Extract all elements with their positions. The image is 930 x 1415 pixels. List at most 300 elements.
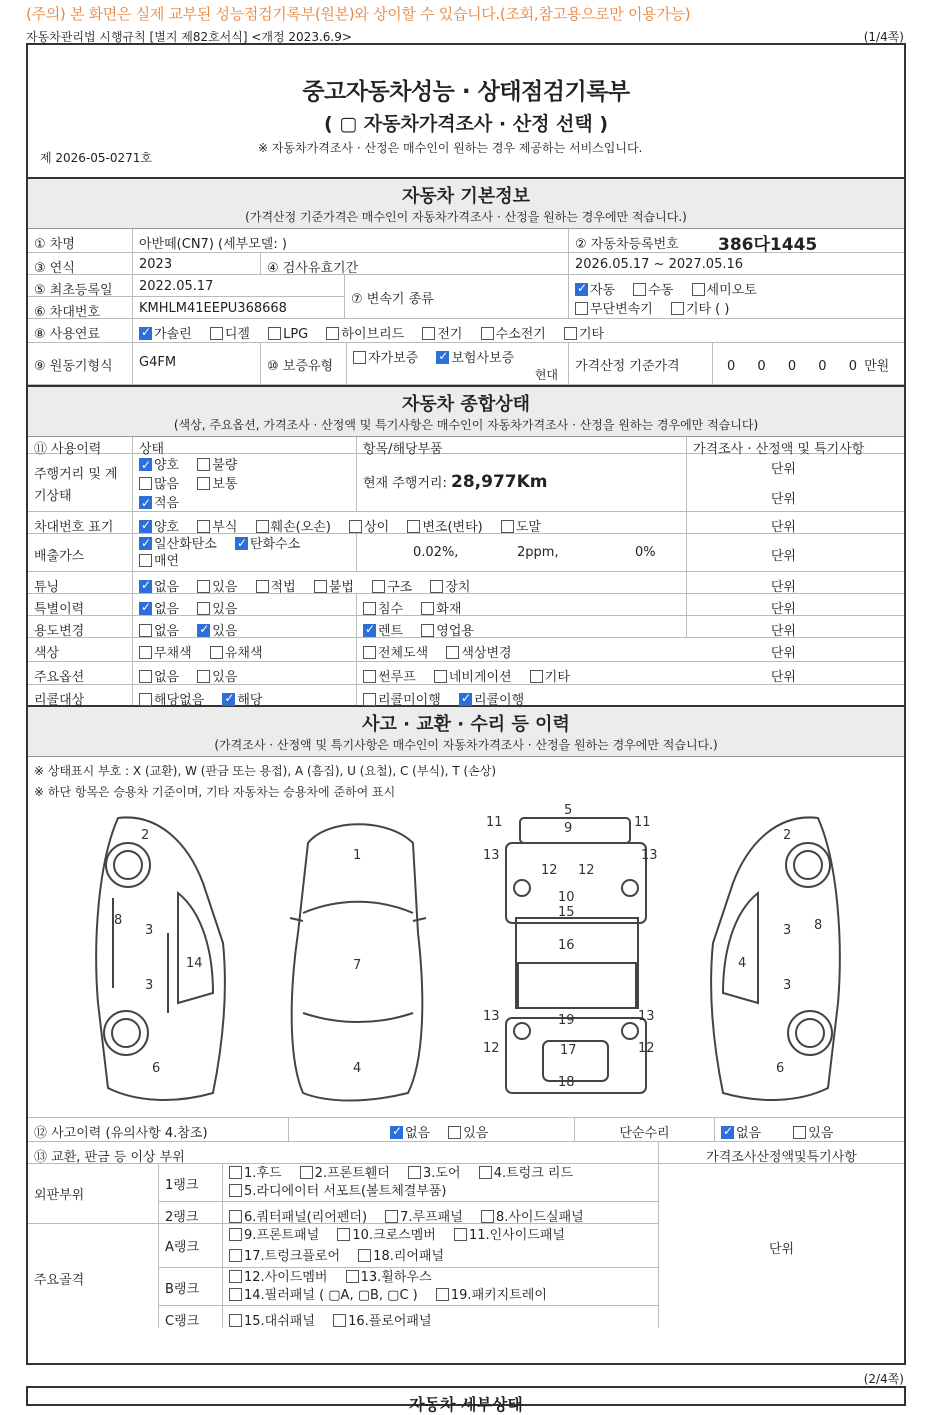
emission-hc-value: 2ppm, [517, 545, 559, 560]
checkbox[interactable] [481, 327, 494, 340]
color-full-paint[interactable] [363, 646, 428, 661]
special-flood[interactable] [363, 602, 403, 617]
notice-text: (주의) 본 화면은 실제 교부된 성능점검기록부(원본)와 상이할 수 있습니다.(조회,참고용으로만 이용가능) [26, 5, 691, 23]
exchange-label: ⑬ 교환, 판금 등 이상 부위 [34, 1150, 185, 1165]
opt-label: 있음 [212, 602, 238, 617]
law-reference: 자동차관리법 시행규칙 [별지 제82호서식] <개정 2023.6.9> [26, 30, 352, 44]
emission-smoke[interactable] [139, 554, 179, 569]
mileage-value: 28,977Km [451, 472, 548, 492]
document-number: 제 2026-05-0271호 [40, 151, 153, 165]
checkbox[interactable] [139, 646, 152, 659]
checkbox[interactable] [692, 283, 705, 296]
vin-label: ⑥ 차대번호 [34, 305, 101, 320]
opt-label: 있음 [463, 1126, 489, 1141]
checkbox[interactable] [268, 327, 281, 340]
inspect-label: ④ 검사유효기간 [260, 253, 568, 274]
part-label: 9 [564, 821, 573, 836]
checkbox[interactable] [721, 1126, 734, 1139]
part-label: 11 [486, 815, 503, 830]
mileage-options [132, 454, 356, 511]
accident-none[interactable] [390, 1126, 430, 1141]
part-label: 2 [783, 828, 792, 843]
recall-done[interactable] [459, 693, 524, 708]
special-yes[interactable] [197, 602, 237, 617]
option-sunroof[interactable] [363, 670, 416, 685]
fuel-gasoline[interactable] [139, 327, 192, 342]
fuel-electric[interactable] [422, 327, 462, 342]
checkbox[interactable] [229, 1210, 242, 1223]
rank1-label: 1랭크 [158, 1164, 222, 1202]
checkbox[interactable] [256, 520, 269, 533]
accident-options [384, 1118, 574, 1141]
car-name-value: 아반떼(CN7) (세부모델: ) [132, 229, 568, 252]
opt-label: 구조 [387, 580, 413, 595]
checkbox[interactable] [436, 351, 449, 364]
part-label: 3 [145, 923, 154, 938]
part-side-sill[interactable] [481, 1210, 584, 1225]
checkbox[interactable] [197, 580, 210, 593]
row-special [28, 594, 904, 616]
checkbox[interactable] [229, 1249, 242, 1262]
opt-label: 전체도색 [378, 646, 429, 661]
opt-label: 색상변경 [461, 646, 512, 661]
usage-none[interactable] [139, 624, 179, 639]
checkbox[interactable] [210, 646, 223, 659]
checkbox[interactable] [349, 520, 362, 533]
checkbox[interactable] [407, 520, 420, 533]
emission-co[interactable] [139, 537, 217, 552]
opt-label: 보통 [212, 477, 238, 492]
rankB-items [222, 1268, 658, 1306]
checkbox[interactable] [256, 580, 269, 593]
checkbox[interactable] [501, 520, 514, 533]
status-header [28, 385, 904, 437]
vin-altered[interactable] [407, 520, 482, 535]
checkbox[interactable] [139, 477, 152, 490]
option-label: 주요옵션 [34, 670, 85, 685]
part-dash-panel[interactable] [229, 1314, 315, 1329]
pillar-abc[interactable]: ( ▢A, ▢B, ▢C ) [319, 1288, 418, 1303]
color-chromatic[interactable] [210, 646, 263, 661]
checkbox[interactable] [430, 580, 443, 593]
checkbox[interactable] [459, 693, 472, 706]
checkbox[interactable] [363, 624, 376, 637]
part-label: 3 [783, 923, 792, 938]
mileage-label-2: 기상태 [34, 489, 72, 504]
tuning-legal[interactable] [256, 580, 296, 595]
tuning-structure[interactable] [372, 580, 412, 595]
checkbox[interactable] [363, 693, 376, 706]
fuel-etc[interactable] [564, 327, 604, 342]
part-label: 19 [558, 1013, 575, 1028]
special-options [132, 594, 356, 615]
checkbox[interactable] [139, 693, 152, 706]
trans-cvt[interactable] [575, 302, 653, 317]
part-label: 6 [152, 1061, 161, 1076]
engine-value: G4FM [132, 343, 260, 384]
opt-label: 화재 [436, 602, 462, 617]
tuning-options [132, 572, 686, 593]
part-trunk-lid[interactable] [479, 1166, 573, 1181]
opt-label: 5.라디에이터 서포트(볼트체결부품) [244, 1184, 447, 1199]
price-select-title[interactable]: ( ▢ 자동차가격조사 · 산정 선택 ) [323, 113, 609, 135]
trans-label: ⑦ 변속기 종류 [344, 275, 568, 318]
part-side-member[interactable] [229, 1270, 327, 1285]
option-yes[interactable] [197, 670, 237, 685]
usage-yes[interactable] [197, 624, 237, 639]
accident-yes[interactable] [448, 1126, 488, 1141]
part-inside-panel[interactable] [454, 1228, 565, 1243]
checkbox[interactable] [326, 327, 339, 340]
recall-options [132, 685, 356, 708]
checkbox[interactable] [390, 1126, 403, 1139]
checkbox[interactable] [346, 1270, 359, 1283]
opt-label: 17.트렁크플로어 [244, 1249, 341, 1264]
first-reg-value: 2022.05.17 [132, 275, 344, 297]
checkbox[interactable] [363, 670, 376, 683]
checkbox[interactable] [421, 624, 434, 637]
mileage-label-1: 주행거리 및 계 [34, 467, 118, 482]
part-door[interactable] [408, 1166, 461, 1181]
checkbox[interactable] [385, 1210, 398, 1223]
warranty-sub: 현대 [534, 368, 558, 382]
fuel-lpg[interactable] [268, 327, 308, 342]
simple-repair-options [714, 1118, 839, 1141]
checkbox[interactable] [353, 351, 366, 364]
tuning-device[interactable] [430, 580, 470, 595]
vin-good[interactable] [139, 520, 179, 535]
checkbox[interactable] [421, 602, 434, 615]
checkbox[interactable] [422, 327, 435, 340]
option-navigation[interactable] [434, 670, 512, 685]
opt-label: 자동 [590, 283, 616, 298]
part-trunk-floor[interactable] [229, 1249, 340, 1264]
opt-label: 4.트렁크 리드 [493, 1166, 574, 1181]
opt-label: 있음 [212, 580, 238, 595]
fuel-hybrid[interactable] [326, 327, 404, 342]
mileage-label [28, 454, 132, 511]
rank1-items [222, 1164, 658, 1202]
opt-label: 기타 ( ) [685, 302, 730, 317]
checkbox[interactable] [479, 1166, 492, 1179]
mileage-good[interactable] [139, 458, 179, 473]
trans-options [568, 275, 906, 318]
checkbox[interactable] [235, 537, 248, 550]
tuning-yes[interactable] [197, 580, 237, 595]
mileage-text: 현재 주행거리: [363, 476, 447, 491]
checkbox[interactable] [408, 1166, 421, 1179]
exchange-right-label: 가격조사산정액및특기사항 [658, 1142, 904, 1163]
opt-label: 자가보증 [368, 351, 419, 366]
fuel-label: ⑧ 사용연료 [34, 327, 101, 342]
simple-none[interactable] [721, 1126, 761, 1141]
opt-label: 변조(변타) [422, 520, 483, 535]
option-none[interactable] [139, 670, 179, 685]
row-first-reg [28, 275, 904, 319]
checkbox[interactable] [197, 458, 210, 471]
inspect-value: 2026.05.17 ~ 2027.05.16 [568, 253, 749, 274]
opt-label: 영업용 [436, 624, 474, 639]
checkbox[interactable] [229, 1228, 242, 1241]
opt-label: 리콜이행 [473, 693, 525, 708]
part-fender[interactable] [300, 1166, 390, 1181]
vin-painted[interactable] [501, 520, 541, 535]
part-label: 4 [738, 956, 747, 971]
row-exchange-header [28, 1142, 904, 1164]
checkbox[interactable] [564, 327, 577, 340]
part-wheel-house[interactable] [346, 1270, 432, 1285]
usage-options [132, 616, 356, 637]
status-title: 자동차 종합상태 [402, 394, 530, 415]
simple-yes[interactable] [793, 1126, 833, 1141]
car-name-label: ① 차명 [34, 237, 75, 252]
part-label: 18 [558, 1075, 575, 1090]
checkbox[interactable] [633, 283, 646, 296]
checkbox[interactable] [793, 1126, 806, 1139]
legend-text: ※ 상태표시 부호 : X (교환), W (판금 또는 용접), A (흠집), U (요철), C (부식), T (손상) [34, 764, 497, 778]
opt-label: 상이 [364, 520, 390, 535]
checkbox[interactable] [139, 554, 152, 567]
checkbox[interactable] [337, 1228, 350, 1241]
unit-cell: 단위 [686, 534, 906, 571]
row-fuel [28, 319, 904, 343]
part-floor-panel[interactable] [333, 1314, 431, 1329]
checkbox[interactable] [314, 580, 327, 593]
checkbox[interactable] [358, 1249, 371, 1262]
opt-label: 탄화수소 [249, 537, 301, 552]
vin-value: KMHLM41EEPU368668 [132, 297, 344, 319]
mileage-normal[interactable] [197, 477, 237, 492]
checkbox[interactable] [372, 580, 385, 593]
part-quarter[interactable] [229, 1210, 367, 1225]
fuel-hydrogen[interactable] [481, 327, 546, 342]
part-package-tray[interactable] [436, 1288, 547, 1303]
part-label: 12 [541, 863, 558, 878]
part-rear-panel[interactable] [358, 1249, 444, 1264]
opt-label: 유채색 [224, 646, 263, 661]
part-label: 16 [558, 938, 575, 953]
part-label: 2 [141, 828, 150, 843]
checkbox[interactable] [434, 670, 447, 683]
opt-label: 8.사이드실패널 [495, 1210, 584, 1225]
checkbox[interactable] [139, 670, 152, 683]
emission-co-value: 0.02%, [413, 545, 459, 560]
opt-label: 14.필러패널 [244, 1288, 315, 1303]
frame-label: 주요골격 [34, 1273, 85, 1288]
opt-label: 18.리어패널 [373, 1249, 445, 1264]
checkbox[interactable] [222, 693, 235, 706]
reg-no-label: ② 자동차등록번호 [568, 229, 714, 252]
opt-label: 3.도어 [423, 1166, 461, 1181]
part-hood[interactable] [229, 1166, 282, 1181]
recall-not-done[interactable] [363, 693, 441, 708]
row-mileage [28, 454, 904, 512]
color-achromatic[interactable] [139, 646, 192, 661]
checkbox[interactable] [139, 537, 152, 550]
rankA-label: A랭크 [158, 1224, 222, 1268]
usage-business[interactable] [421, 624, 474, 639]
recall-none[interactable] [139, 693, 204, 708]
special-items [356, 594, 686, 615]
part-front-panel[interactable] [229, 1228, 319, 1243]
checkbox[interactable] [139, 496, 152, 509]
checkbox[interactable] [229, 1288, 242, 1301]
price-value [712, 343, 906, 384]
checkbox[interactable] [139, 458, 152, 471]
part-cross-member[interactable] [337, 1228, 435, 1243]
unit-cell: 단위 [686, 572, 906, 593]
row-usage [28, 616, 904, 638]
opt-label: 10.크로스멤버 [352, 1228, 436, 1243]
title-box [28, 45, 904, 179]
checkbox[interactable] [197, 602, 210, 615]
year-label: ③ 연식 [34, 261, 75, 276]
checkbox[interactable] [139, 327, 152, 340]
checkbox[interactable] [448, 1126, 461, 1139]
opt-label: 없음 [154, 580, 180, 595]
color-change[interactable] [446, 646, 511, 661]
trans-etc[interactable] [671, 302, 730, 317]
trans-auto[interactable] [575, 283, 615, 298]
vin-damage[interactable] [256, 520, 331, 535]
part-label: 14 [186, 956, 203, 971]
part-label: 15 [558, 905, 575, 920]
opt-label: LPG [283, 327, 309, 342]
recall-label: 리콜대상 [34, 693, 85, 708]
special-fire[interactable] [421, 602, 461, 617]
first-reg-label: ⑤ 최초등록일 [28, 275, 132, 297]
opt-label: 해당 [237, 693, 263, 708]
engine-label: ⑨ 원동기형식 [34, 359, 113, 374]
basic-info-note: (가격산정 기준가격은 매수인이 자동차가격조사 · 산정을 원하는 경우에만 적습니다.) [245, 210, 687, 224]
checkbox[interactable] [229, 1184, 242, 1197]
part-pillar[interactable] [229, 1288, 315, 1303]
row-recall [28, 685, 904, 707]
part-label: 1 [353, 848, 362, 863]
part-label: 11 [634, 815, 651, 830]
opt-label: 불량 [212, 458, 238, 473]
checkbox[interactable] [229, 1314, 242, 1327]
checkbox[interactable] [454, 1228, 467, 1241]
price-unit: 만원 [864, 359, 890, 374]
checkbox[interactable] [446, 646, 459, 659]
checkbox[interactable] [197, 624, 210, 637]
opt-label: 하이브리드 [341, 327, 405, 342]
opt-label: 수소전기 [495, 327, 546, 342]
recall-yes[interactable] [222, 693, 262, 708]
part-roof[interactable] [385, 1210, 463, 1225]
checkbox[interactable] [481, 1210, 494, 1223]
opt-label: 1.후드 [244, 1166, 282, 1181]
checkbox[interactable] [139, 520, 152, 533]
checkbox[interactable] [363, 602, 376, 615]
checkbox[interactable] [300, 1166, 313, 1179]
opt-label: 12.사이드멤버 [244, 1270, 328, 1285]
checkbox[interactable] [575, 302, 588, 315]
price-digit: 0 [818, 359, 827, 374]
mileage-few[interactable] [139, 496, 179, 511]
checkbox[interactable] [197, 477, 210, 490]
opt-label: 15.대쉬패널 [244, 1314, 315, 1329]
checkbox[interactable] [197, 520, 210, 533]
checkbox[interactable] [139, 580, 152, 593]
opt-label: 수동 [648, 283, 674, 298]
emission-label: 배출가스 [34, 549, 85, 564]
opt-label: 2.프론트휀더 [314, 1166, 390, 1181]
checkbox[interactable] [229, 1270, 242, 1283]
fuel-options [132, 319, 906, 342]
col-usage: ⑪ 사용이력 [34, 442, 102, 457]
part-label: 13 [483, 848, 500, 863]
mileage-many[interactable] [139, 477, 179, 492]
checkbox[interactable] [436, 1288, 449, 1301]
checkbox[interactable] [210, 327, 223, 340]
part-label: 3 [783, 978, 792, 993]
opt-label: 양호 [154, 520, 180, 535]
col-item: 항목/해당부품 [356, 437, 686, 453]
part-radiator[interactable] [229, 1184, 447, 1199]
vin-differ[interactable] [349, 520, 389, 535]
opt-label: 없음 [154, 670, 180, 685]
vin-rust[interactable] [197, 520, 237, 535]
checkbox[interactable] [671, 302, 684, 315]
emission-hc[interactable] [235, 537, 300, 552]
checkbox[interactable] [139, 624, 152, 637]
special-none[interactable] [139, 602, 179, 617]
usage-items [356, 616, 686, 637]
opt-label: 부식 [212, 520, 238, 535]
emission-options [132, 534, 356, 571]
part-label: 12 [638, 1041, 655, 1056]
checkbox[interactable] [530, 670, 543, 683]
mileage-bad[interactable] [197, 458, 237, 473]
opt-label: 무단변속기 [590, 302, 653, 317]
legend-box [28, 757, 904, 803]
opt-label: 적음 [154, 496, 180, 511]
warranty-self[interactable] [353, 351, 418, 366]
checkbox[interactable] [197, 670, 210, 683]
page-number-2: (2/4쪽) [863, 1372, 904, 1386]
opt-label: 있음 [212, 670, 238, 685]
opt-label: 불법 [328, 580, 354, 595]
checkbox[interactable] [363, 646, 376, 659]
checkbox[interactable] [575, 283, 588, 296]
row-tuning [28, 572, 904, 594]
opt-label: 장치 [445, 580, 471, 595]
opt-label: 9.프론트패널 [244, 1228, 320, 1243]
row-engine [28, 343, 904, 385]
unit-cell: 단위 [770, 646, 796, 661]
trans-semi[interactable] [692, 283, 757, 298]
checkbox[interactable] [229, 1166, 242, 1179]
checkbox[interactable] [139, 602, 152, 615]
tuning-none[interactable] [139, 580, 179, 595]
usage-rent[interactable] [363, 624, 403, 639]
accident-note: (가격조사 · 산정액 및 특기사항은 매수인이 자동차가격조사 · 산정을 원하는 경우에만 적습니다.) [214, 738, 718, 752]
warranty-insurer[interactable] [436, 351, 514, 366]
next-section-title: 자동차 세부상태 [409, 1395, 523, 1414]
part-label: 10 [558, 890, 575, 905]
color-items [356, 638, 686, 661]
checkbox[interactable] [333, 1314, 346, 1327]
unit-cell: 단위 [686, 616, 906, 637]
recall-items [356, 685, 686, 708]
fuel-diesel[interactable] [210, 327, 250, 342]
part-label: 4 [353, 1061, 362, 1076]
trans-manual[interactable] [633, 283, 673, 298]
tuning-illegal[interactable] [314, 580, 354, 595]
option-etc[interactable] [530, 670, 570, 685]
